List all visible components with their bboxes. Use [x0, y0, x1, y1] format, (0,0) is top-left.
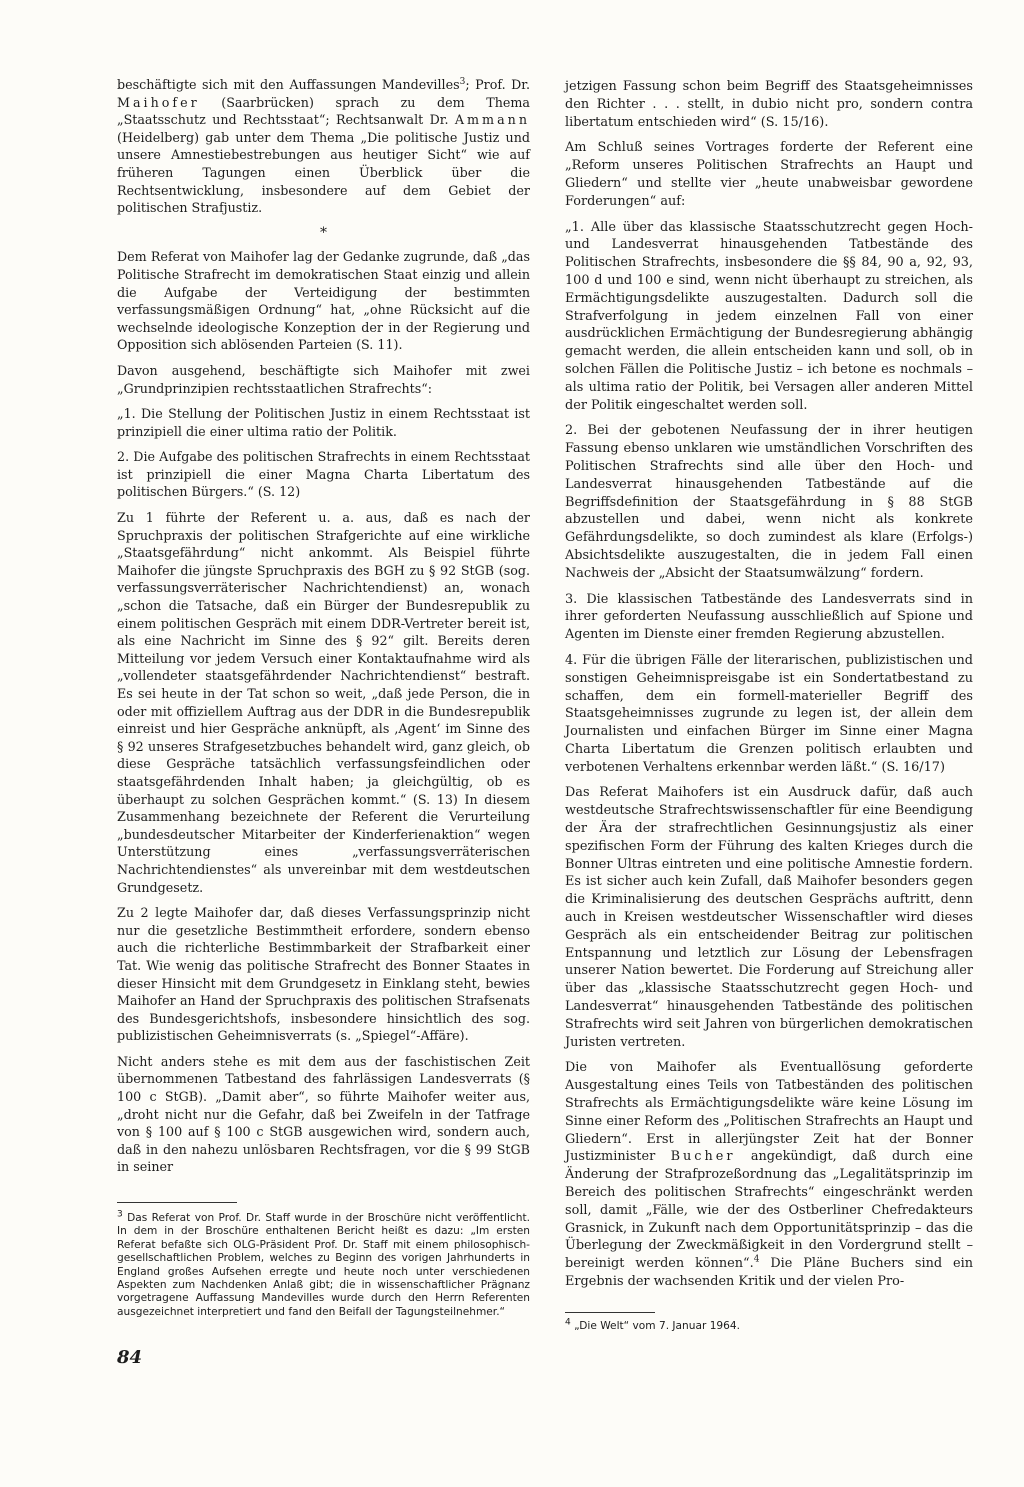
spaced-name: Bucher — [670, 1149, 736, 1165]
footnote-ref: 4 — [753, 1254, 760, 1265]
paragraph: Das Referat Maihofers ist ein Ausdruck dafür, daß auch westdeutsche Strafrechtswissenschaftler für eine Beendigung der Ära der strafrechtlichen Gesinnungsjustiz als einer spezifischen Form der Führung des kalten Krieges durch die Bonner Ultras eintreten und eine politische Amnestie fordern. Es ist sicher auch kein Zufall, daß Maihofer besonders gegen die Kriminalisierung des deutschen Gesprächs auftritt, denn auch in Kreisen westdeutscher Wissenschaftler wird dieses Gespräch als ein entscheidender Beitrag zur politischen Entspannung und letztlich zur Lösung der Lebensfragen unserer Nation bewertet. Die Forderung auf Streichung aller über das „klassische Staatsschutzrecht gegen Hoch- und Landesverrat“ hinausgehenden Tatbestände des politischen Strafrechts wird seit Jahren von bürgerlichen demokratischen Juristen vertreten. — [565, 785, 973, 1050]
paragraph: Zu 1 führte der Referent u. a. aus, daß es nach der Spruchpraxis der politischen Strafgerichte auf eine wirkliche „Staatsgefährdung“ nicht ankommt. Als Beispiel führte Maihofer die jüngste Spruchpraxis des BGH zu § 92 StGB (sog. verfassungsverräterischer Nachrichtendienst) an, wonach „schon die Tatsache, daß ein Bürger der Bundesrepublik zu einem politischen Gespräch mit einem DDR-Vertreter bereit ist, als eine Nachricht im Sinne des § 92“ gilt. Bereits deren Mitteilung vor jedem Versuch einer Kontaktaufnahme wird als „vollendeter staatsgefährdender Nachrichtendienst“ bestraft. Es sei heute in der Tat schon so weit, „daß jede Person, die in oder mit offiziellem Auftrag aus der DDR in die Bundesrepublik einreist und hier Gespräche anknüpft, als ‚Agent‘ im Sinne des § 92 unseres Strafgesetzbuches behandelt wird, ganz gleich, ob diese Gespräche tatsächlich verfassungsfeindlichen oder staatsgefährdenden Inhalt haben; ja gleichgültig, ob es überhaupt zu solchen Gesprächen kommt.“ (S. 13) In diesem Zusammenhang bezeichnete der Referent die Verurteilung „bundesdeutscher Mitarbeiter der Kinderferienaktion“ wegen Unterstützung eines „verfassungsverräterischen Nachrichtendienstes“ als unvereinbar mit dem westdeutschen Grundgesetz. — [117, 510, 530, 895]
paragraph — [117, 76, 530, 217]
text-run: ; Prof. Dr. — [465, 77, 530, 92]
footnote-rule — [565, 1312, 655, 1313]
paragraph: Zu 2 legte Maihofer dar, daß dieses Verfassungsprinzip nicht nur die gesetzliche Bestimmtheit erfordere, sondern ebenso auch die richterliche Bestimmbarkeit der Strafbarkeit einer Tat. Wie wenig das politische Strafrecht des Bonner Staates in dieser Hinsicht mit dem Grundgesetz in Einklang steht, bewies Maihofer an Hand der Spruchpraxis des politischen Strafsenats des Bundesgerichtshofs, insbesondere hinsichtlich des sog. publizistischen Geheimnisverrats (s. „Spiegel“-Affäre). — [117, 905, 530, 1044]
paragraph: 2. Bei der gebotenen Neufassung der in ihrer heutigen Fassung ebenso unklaren wie umständlichen Vorschriften des Politischen Strafrechts sind alle über den Hoch- und Landesverrat hinausgehenden Tatbestände auf die Begriffsdefinition der Staatsgefährdung in § 88 StGB abzustellen und dabei, wenn nicht als konkrete Gefährdungsdelikte, so doch zumindest als klare (Erfolgs-) Absichtsdelikte auszugestalten, die in jedem Fall einen Nachweis der „Absicht der Staatsumwälzung“ fordern. — [565, 423, 973, 581]
text-run: beschäftigte sich mit den Auffassungen Mandevilles — [117, 77, 460, 92]
text-run: (Saarbrücken) sprach zu dem Thema „Staatsschutz und Rechtsstaat“; Rechtsanwalt Dr. — [117, 94, 530, 128]
text-run: (Heidelberg) gab unter dem Thema „Die politische Justiz und unsere Amnestiebestrebungen aus heutiger Sicht“ wie auf früheren Tagungen einen Überblick über die Rechtsentwicklung, insbesondere auf dem Gebiet der politischen Strafjustiz. — [117, 129, 530, 216]
footnote-mark: 4 — [565, 1317, 571, 1328]
footnote-mark: 3 — [117, 1209, 123, 1220]
footnote-left — [117, 1209, 530, 1319]
paragraph: Am Schluß seines Vortrages forderte der Referent eine „Reform unseres Politischen Strafrechts an Haupt und Gliedern“ und stellte vier „heute unabweisbar gewordene Forderungen“ auf: — [565, 140, 973, 209]
footnote-right — [565, 1317, 973, 1333]
paragraph: Dem Referat von Maihofer lag der Gedanke zugrunde, daß „das Politische Strafrecht im demokratischen Staat einzig und allein die Aufgabe der Verteidigung der bestimmten verfassungsmäßigen Ordnung“ hat, „ohne Rücksicht auf die wechselnde ideologische Konzeption der in der Regierung und Opposition sich ablösenden Parteien (S. 11). — [117, 249, 530, 353]
paragraph: Davon ausgehend, beschäftigte sich Maihofer mit zwei „Grundprinzipien rechtsstaatlichen Strafrechts“: — [117, 362, 530, 396]
footnote-rule — [117, 1202, 237, 1203]
spaced-name: Maihofer — [117, 94, 200, 110]
text-run: „Die Welt“ vom 7. Januar 1964. — [570, 1320, 741, 1332]
paragraph: 2. Die Aufgabe des politischen Strafrechts in einem Rechtsstaat ist prinzipiell die einer Magna Charta Libertatum des politischen Bürgers.“ (S. 12) — [117, 449, 530, 500]
paragraph: „1. Alle über das klassische Staatsschutzrecht gegen Hoch- und Landesverrat hinausgehenden Tatbestände des Politischen Strafrechts, insbesondere die §§ 84, 90 a, 92, 93, 100 d und 100 e sind, wenn nicht überhaupt zu streichen, als Ermächtigungsdelikte auszugestalten. Dadurch soll die Strafverfolgung in jedem einzelnen Fall von einer ausdrücklichen Ermächtigung der Bundesregierung abhängig gemacht werden, die allein entscheiden kann und soll, ob in solchen Fällen die Politische Justiz – ich betone es nochmals – als ultima ratio der Politik, bei Versagen aller anderen Mittel der Politik eingeschaltet werden soll. — [565, 219, 973, 413]
paragraph: 4. Für die übrigen Fälle der literarischen, publizistischen und sonstigen Geheimnispreisgabe ist ein Sondertatbestand zu schaffen, dem ein formell-materieller Begriff des Staatsgeheimnisses zugrunde zu legen ist, der allein dem Journalisten und einfachen Bürger im Sinne einer Magna Charta Libertatum die Grenzen politisch erlaubten und verbotenen Verhaltens erkennbar werden läßt.“ (S. 16/17) — [565, 652, 973, 775]
spaced-name: Ammann — [454, 112, 530, 128]
paragraph: 3. Die klassischen Tatbestände des Landesverrats sind in ihrer geforderten Neufassung ausschließlich auf Spione und Agenten im Dienste einer fremden Regierung abzustellen. — [565, 591, 973, 643]
right-column — [565, 78, 973, 1299]
text-run: angekündigt, daß durch eine Änderung der Strafprozeßordnung das „Legalitätsprinzip im Bereich des politischen Strafrechts“ eingeschränkt werden soll, damit „Fälle, wie der des Ostberliner Chefredakteurs Grasnick, in Zukunft nach dem Opportunitätsprinzip – das die Überlegung der Zweckmäßigkeit in den Vordergrund stellt – bereinigt werden können“. — [565, 1149, 973, 1272]
footnote-text — [117, 1209, 530, 1319]
footnote-ref: 3 — [459, 76, 466, 87]
paragraph: „1. Die Stellung der Politischen Justiz in einem Rechtsstaat ist prinzipiell die einer ultima ratio der Politik. — [117, 406, 530, 439]
section-separator: * — [320, 224, 327, 241]
text-run: Das Referat von Prof. Dr. Staff wurde in der Broschüre nicht veröffentlicht. In dem in der Broschüre enthaltenen Bericht heißt es dazu: „Im ersten Referat befaßte sich OLG-Präsident Prof. Dr. Staff mit einem philosophisch-gesellschaftlichen Problem, welches zu Beginn des vorigen Jahrhunderts in England großes Aufsehen erregte und heute noch unter verschiedenen Aspekten zum Nachdenken Anlaß gibt; die in wissenschaftlicher Prägnanz vorgetragene Auffassung Mandevilles wurde durch den Herrn Referenten ausgezeichnet interpretiert und fand den Beifall der Tagungsteilnehmer.“ — [117, 1212, 530, 1318]
page-number: 84 — [117, 1347, 143, 1368]
text-run: Die von Maihofer als Eventuallösung geforderte Ausgestaltung eines Teils von Tatbeständen des politischen Strafrechts als Ermächtigungsdelikte wäre keine Lösung im Sinne einer Reform des „Politischen Strafrechts an Haupt und Gliedern“. Erst in allerjüngster Zeit hat der Bonner Justizminister — [565, 1060, 973, 1165]
paragraph: Nicht anders stehe es mit dem aus der faschistischen Zeit übernommenen Tatbestand des fahrlässigen Landesverrats (§ 100 c StGB). „Damit aber“, so führte Maihofer weiter aus, „droht nicht nur die Gefahr, daß bei Zweifeln in der Tatfrage von § 100 auf § 100 c StGB ausgewichen wird, sondern auch, daß in den nahezu unlösbaren Rechtsfragen, vor die § 99 StGB in seiner — [117, 1053, 530, 1175]
paragraph — [565, 1059, 973, 1290]
left-column — [117, 76, 530, 1184]
text-run: Die Pläne Buchers sind ein Ergebnis der wachsenden Kritik und der vielen Pro- — [565, 1256, 973, 1289]
footnote-text — [565, 1317, 973, 1333]
paragraph: jetzigen Fassung schon beim Begriff des Staatsgeheimnisses den Richter . . . stellt, in dubio nicht pro, sondern contra libertatum entschieden wird“ (S. 15/16). — [565, 79, 973, 130]
